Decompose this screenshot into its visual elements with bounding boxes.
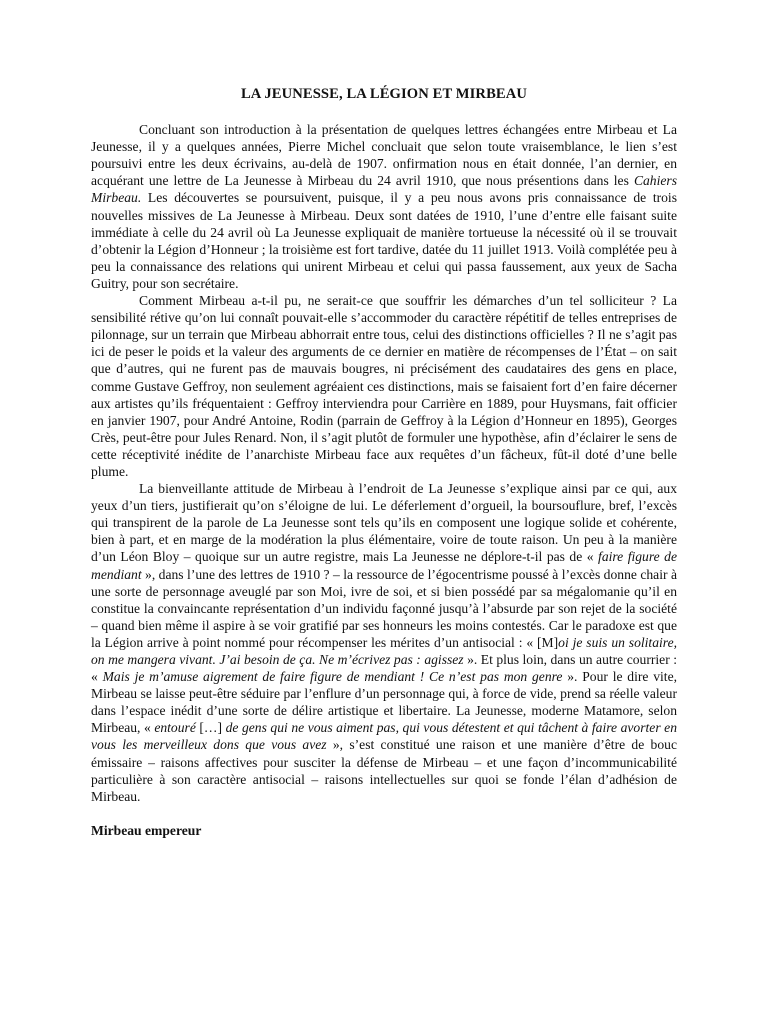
italic-run: oi je suis un solitaire, on me mangera vivant. J’ai besoin de ça. Ne m’écrivez pas : agissez bbox=[91, 634, 677, 667]
paragraph bbox=[91, 292, 677, 480]
paragraph bbox=[91, 121, 677, 292]
text-run: ». Et plus loin, dans un autre courrier : « bbox=[91, 652, 677, 685]
text-run: », dans l’une des lettres de 1910 ? – la ressource de l’égocentrisme poussé à l’excès donne chair à une sorte de personnage aveuglé par son Moi, ivre de soi, et si bien possédé par sa mégalomanie qu’il en constitue la convaincante représentation d’un individu façonné jusqu’à l’absurde par son rejet de la société – quand bien même il aspire à se voir gratifié par ses honneurs les moins contestés. Car le paradoxe est que la Légion arrive à point nommé pour récompenser les mérites d’un antisocial : « [M] bbox=[91, 566, 677, 650]
italic-run: entouré bbox=[154, 720, 196, 736]
italic-run: faire figure de mendiant bbox=[91, 549, 677, 582]
text-run: La bienveillante attitude de Mirbeau à l’endroit de La Jeunesse s’explique ainsi par ce qui, aux yeux d’un tiers, justifierait qu’on s’éloigne de lui. Le déferlement d’orgueil, la boursouflure, bref, l’excès qui transpirent de la parole de La Jeunesse sont tels qu’ils en composent une logique solide et cohérente, bien à part, et en marge de la modération la plus élémentaire, voire de toute raison. Un peu à la manière d’un Léon Bloy – quoique sur un autre registre, mais La Jeunesse ne déplore-t-il pas de « bbox=[91, 481, 677, 565]
text-run: […] bbox=[195, 720, 226, 736]
italic-run: Mais je m’amuse aigrement de faire figure de mendiant ! Ce n’est pas mon genre bbox=[102, 669, 563, 685]
italic-run: Cahiers Mirbeau. bbox=[91, 173, 677, 206]
document-title: LA JEUNESSE, LA LÉGION ET MIRBEAU bbox=[240, 86, 528, 102]
text-run: Comment Mirbeau a-t-il pu, ne serait-ce que souffrir les démarches d’un tel solliciteur ? La sensibilité rétive qu’on lui connaît pouvait-elle s’accommoder du caractère répétitif de telles entreprises de pilonnage, sur un terrain que Mirbeau abhorrait entre tous, celui des distinctions officielles ? Il ne s’agit pas ici de peser le poids et la valeur des arguments de ce dernier en matière de récompenses de l’État – on sait que d’autres, qui ne furent pas de mauvais bougres, ni précisément des caudataires des gens en place, comme Gustave Geffroy, non seulement agréaient ces distinctions, mais se faisaient fort d’en faire décerner aux artistes qu’ils fréquentaient : Geffroy interviendra pour Carrière en 1889, pour Huysmans, fait officier en janvier 1907, pour André Antoine, Rodin (parrain de Geffroy à la Légion d’Honneur en 1895), Georges Crès, peut-être pour Jules Renard. Non, il s’agit plutôt de formuler une hypothèse, afin d’éclairer le sens de cette réceptivité inédite de l’anarchiste Mirbeau face aux requêtes d’un fâcheux, fût-il doté d’une belle plume. bbox=[91, 293, 677, 479]
text-run: », s’est constitué une raison et une manière d’être de bouc émissaire – raisons affectives pour susciter la défense de Mirbeau – et une façon d’incommunicabilité particulière à son caractère antisocial – raisons intellectuelles sur quoi se fonde l’élan d’adhésion de Mirbeau. bbox=[91, 737, 677, 804]
paragraph bbox=[91, 480, 677, 805]
italic-run: de gens qui ne vous aiment pas, qui vous détestent et qui tâchent à faire avorter en vous les merveilleux dons que vous avez bbox=[91, 720, 677, 753]
text-run: ». Pour le dire vite, Mirbeau se laisse peut-être séduire par l’enflure d’un personnage qui, à force de vide, prend sa réelle valeur dans l’espace inédit d’une sorte de délire artistique et libertaire. La Jeunesse, moderne Matamore, selon Mirbeau, « bbox=[91, 669, 677, 736]
text-run: Les découvertes se poursuivent, puisque, il y a peu nous avons pris connaissance de trois nouvelles missives de La Jeunesse à Mirbeau. Deux sont datées de 1910, l’une d’entre elle faisant suite immédiate à celle du 24 avril où La Jeunesse expliquait de manière tortueuse la nécessité où il se trouvait d’obtenir la Légion d’Honneur ; la troisième est fort tardive, datée du 11 juillet 1913. Voilà complétée peu à peu la connaissance des relations qui unirent Mirbeau et celui qui passa faussement, aux yeux de Sacha Guitry, pour son secrétaire. bbox=[91, 190, 677, 291]
document-page bbox=[91, 86, 677, 839]
section-heading: Mirbeau empereur bbox=[91, 822, 202, 838]
text-run: Concluant son introduction à la présentation de quelques lettres échangées entre Mirbeau et La Jeunesse, il y a quelques années, Pierre Michel concluait que selon toute vraisemblance, le lien s’est poursuivi entre les deux écrivains, au-delà de 1907. onfirmation nous en était donnée, l’an dernier, en acquérant une lettre de La Jeunesse à Mirbeau du 24 avril 1910, que nous présentions dans les bbox=[91, 122, 677, 189]
body-text bbox=[91, 121, 677, 805]
